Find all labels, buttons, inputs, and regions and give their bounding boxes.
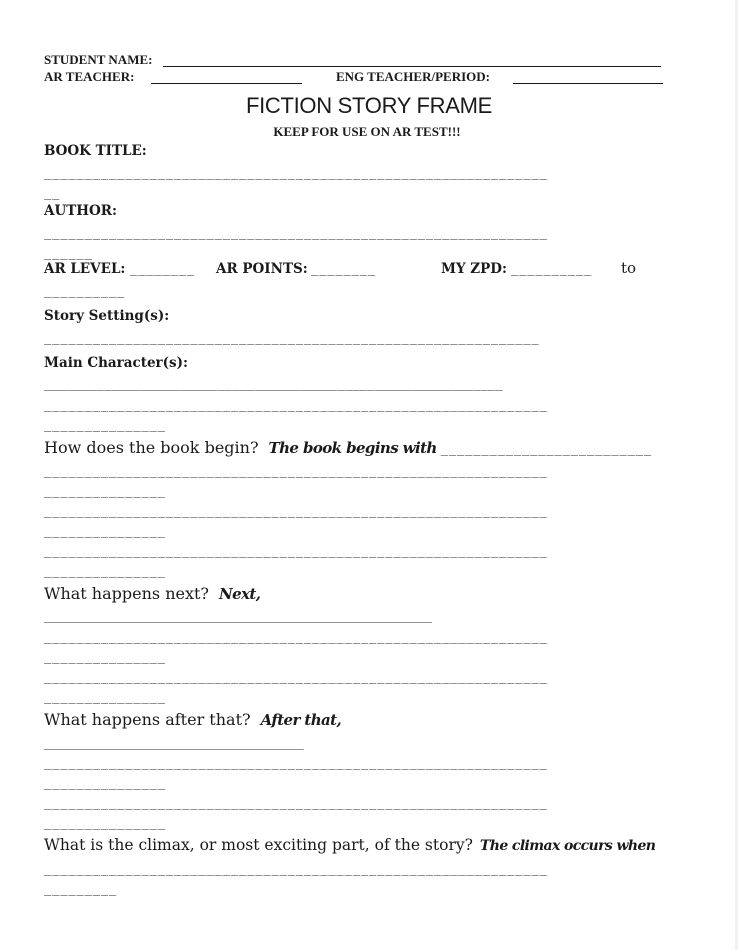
- after-sentence-starter: After that,: [260, 711, 342, 729]
- student-name-label: STUDENT NAME:: [44, 52, 153, 67]
- after-question: [44, 710, 341, 730]
- after-blank-1[interactable]: ______________________________________________________________: [44, 756, 548, 770]
- after-blank-2-wrap: _______________: [44, 816, 166, 830]
- story-setting-blank[interactable]: _____________________________________________________________: [44, 331, 540, 345]
- next-sentence-starter: Next,: [219, 585, 261, 603]
- eng-teacher-label: ENG TEACHER/PERIOD:: [336, 69, 490, 84]
- page-title: FICTION STORY FRAME: [245, 93, 493, 118]
- book-title-blank-wrap: __: [44, 186, 61, 200]
- zpd-low-blank[interactable]: __________: [511, 262, 593, 276]
- book-title-label: BOOK TITLE:: [44, 143, 147, 159]
- author-blank-wrap: ______: [44, 246, 93, 260]
- next-question-text: What happens next?: [44, 584, 210, 603]
- next-question: [44, 584, 260, 604]
- ar-points-label: AR POINTS:: [216, 261, 308, 277]
- next-tail-blank[interactable]: _____________________________________________________: [44, 609, 433, 623]
- next-blank-1-wrap: _______________: [44, 650, 166, 664]
- ar-points-blank[interactable]: ________: [311, 262, 376, 276]
- next-blank-2-wrap: _______________: [44, 690, 166, 704]
- main-characters-blank-1[interactable]: _____________________________________________________________: [44, 377, 504, 391]
- ar-teacher-label: AR TEACHER:: [44, 69, 135, 84]
- climax-question-text: What is the climax, or most exciting part, of the story?: [44, 836, 473, 854]
- story-setting-label: Story Setting(s):: [44, 308, 170, 324]
- climax-sentence-starter: The climax occurs when: [479, 838, 656, 854]
- begin-blank-3-wrap: _______________: [44, 564, 166, 578]
- begin-tail-blank[interactable]: __________________________: [440, 442, 652, 456]
- begin-blank-2[interactable]: ______________________________________________________________: [44, 504, 548, 518]
- begin-blank-3[interactable]: ______________________________________________________________: [44, 544, 548, 558]
- begin-question: [44, 438, 652, 458]
- main-characters-blank-wrap: _______________: [44, 418, 166, 432]
- zpd-to-text: to: [621, 259, 637, 277]
- begin-blank-1[interactable]: ______________________________________________________________: [44, 464, 548, 478]
- begin-blank-2-wrap: _______________: [44, 524, 166, 538]
- begin-question-text: How does the book begin?: [44, 438, 259, 457]
- next-blank-2[interactable]: ______________________________________________________________: [44, 670, 548, 684]
- after-tail-blank[interactable]: ______________________________________: [44, 736, 304, 750]
- author-label: AUTHOR:: [44, 203, 118, 219]
- student-name-field[interactable]: [163, 66, 661, 67]
- main-characters-label: Main Character(s):: [44, 355, 189, 371]
- ar-level-blank[interactable]: ________: [130, 262, 195, 276]
- climax-blank-1-wrap: _________: [44, 882, 118, 896]
- author-blank[interactable]: ______________________________________________________________: [44, 226, 548, 240]
- climax-blank-1[interactable]: ______________________________________________________________: [44, 862, 548, 876]
- after-blank-2[interactable]: ______________________________________________________________: [44, 796, 548, 810]
- ar-teacher-field[interactable]: [151, 83, 302, 84]
- my-zpd-label: MY ZPD:: [441, 261, 507, 277]
- begin-blank-1-wrap: _______________: [44, 484, 166, 498]
- climax-question: [44, 836, 655, 855]
- book-title-blank[interactable]: ______________________________________________________________: [44, 166, 548, 180]
- page-subtitle: KEEP FOR USE ON AR TEST!!!: [273, 124, 461, 139]
- eng-teacher-field[interactable]: [513, 83, 663, 84]
- main-characters-blank-2[interactable]: ______________________________________________________________: [44, 398, 548, 412]
- ar-level-label: AR LEVEL:: [44, 261, 126, 277]
- next-blank-1[interactable]: ______________________________________________________________: [44, 630, 548, 644]
- after-blank-1-wrap: _______________: [44, 776, 166, 790]
- begin-sentence-starter: The book begins with: [268, 439, 437, 457]
- after-question-text: What happens after that?: [44, 710, 251, 729]
- zpd-high-blank[interactable]: __________: [44, 284, 126, 298]
